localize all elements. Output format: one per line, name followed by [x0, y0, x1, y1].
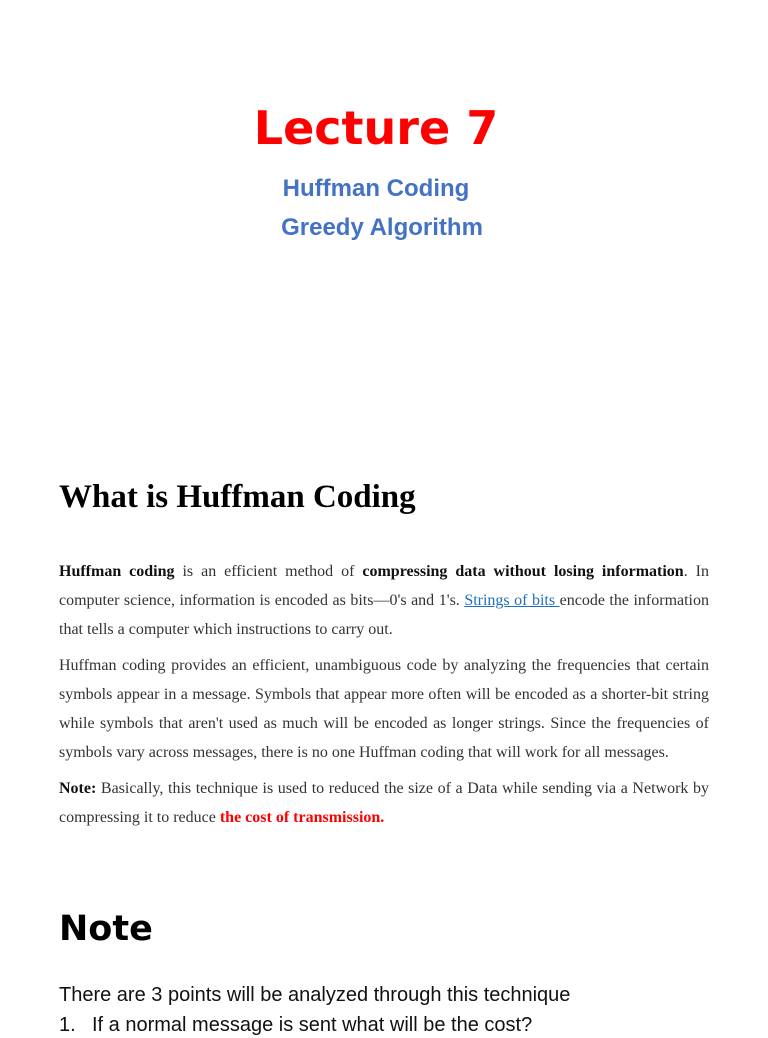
list-item-number: 1.: [59, 1014, 76, 1036]
note-intro: There are 3 points will be analyzed through this technique: [59, 984, 571, 1006]
subtitle-huffman-coding: Huffman Coding: [282, 175, 470, 202]
emphasis-compressing: compressing data without losing information: [362, 563, 684, 580]
paragraph-text: encode the information that tells a computer which instructions to carry out.: [59, 592, 710, 638]
subtitle-greedy-algorithm: Greedy Algorithm: [281, 214, 483, 241]
paragraph-definition: [59, 557, 709, 644]
note-label: Note:: [59, 780, 97, 797]
term-huffman-coding: Huffman coding: [59, 563, 175, 580]
list-item: [59, 1012, 532, 1038]
paragraph-explanation: Huffman coding provides an efficient, unambiguous code by analyzing the frequencies that certain symbols appear in a message. Symbols that appear more often will be encoded as a shorter-bit string while symbols that aren't used as much will be encoded as longer strings. Since the frequencies of symbols vary across messages, there is no one Huffman coding that will work for all messages.: [59, 657, 709, 761]
paragraph-text: is an efficient method of: [174, 563, 363, 580]
paragraph-text: Basically, this technique is used to reduced the size of a Data while sending via a Network by compressing it to reduce: [59, 780, 709, 826]
paragraph-text: . In computer science, information is encoded as bits—0's and 1's.: [59, 563, 710, 609]
strings-of-bits-link[interactable]: Strings of bits: [464, 592, 560, 609]
cost-of-transmission-highlight: the cost of transmission.: [219, 809, 385, 826]
section-heading-what-is-huffman: What is Huffman Coding: [59, 479, 416, 515]
paragraph-note: [59, 774, 709, 832]
list-item-text: If a normal message is sent what will be the cost?: [92, 1014, 533, 1036]
lecture-title: Lecture 7: [253, 101, 499, 155]
section-heading-note: Note: [59, 909, 153, 949]
